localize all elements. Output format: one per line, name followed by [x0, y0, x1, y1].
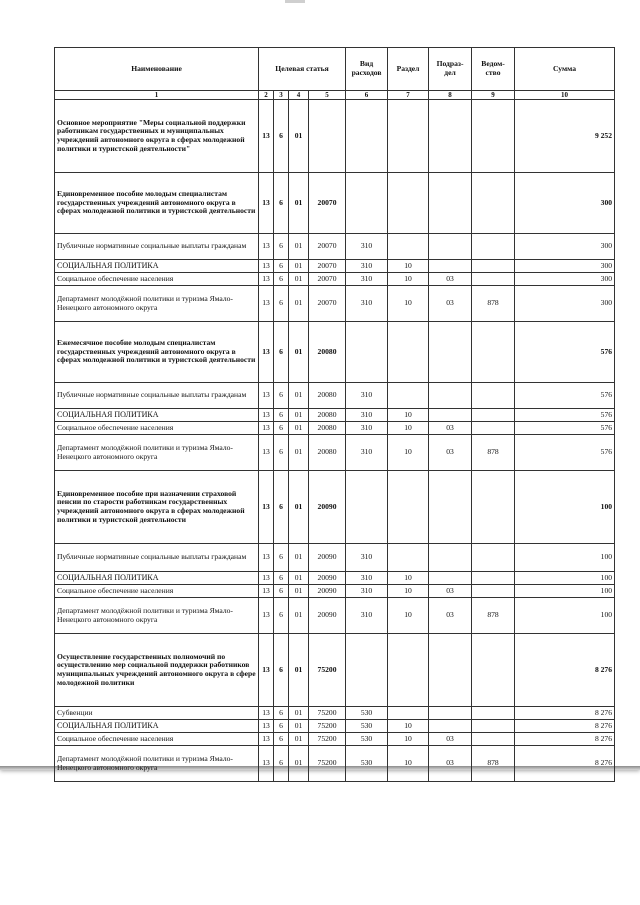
department-code — [472, 234, 515, 260]
row-name: Публичные нормативные социальные выплаты гражданам — [55, 383, 259, 409]
section-code: 10 — [388, 572, 429, 585]
row-name: Единовременное пособие при назначении страховой пенсии по старости работникам государственных учреждений автономного округа в сферах молодежной политики и туристской деятельности — [55, 471, 259, 544]
target-part-2: 6 — [274, 585, 289, 598]
department-code — [472, 572, 515, 585]
table-row — [55, 383, 615, 409]
expense-type: 310 — [346, 544, 388, 572]
target-part-2: 6 — [274, 260, 289, 273]
target-part-3: 01 — [289, 572, 309, 585]
col-number: 1 — [55, 91, 259, 100]
target-part-1: 13 — [259, 585, 274, 598]
header-subsection: Подраз-дел — [429, 48, 472, 91]
department-code — [472, 173, 515, 234]
subsection-code — [429, 544, 472, 572]
target-part-3: 01 — [289, 260, 309, 273]
header-sum: Сумма — [515, 48, 615, 91]
section-code — [388, 707, 429, 720]
subsection-code — [429, 383, 472, 409]
subsection-code — [429, 409, 472, 422]
amount: 576 — [515, 435, 615, 471]
expense-type: 530 — [346, 720, 388, 733]
target-part-3: 01 — [289, 471, 309, 544]
target-part-4: 20080 — [309, 383, 346, 409]
target-part-1: 13 — [259, 634, 274, 707]
target-part-4: 20090 — [309, 585, 346, 598]
target-part-2: 6 — [274, 100, 289, 173]
department-code — [472, 707, 515, 720]
table-row — [55, 234, 615, 260]
amount: 100 — [515, 598, 615, 634]
row-name: Социальное обеспечение населения — [55, 273, 259, 286]
amount: 576 — [515, 383, 615, 409]
expense-type — [346, 471, 388, 544]
col-number: 8 — [429, 91, 472, 100]
table-row — [55, 707, 615, 720]
expense-type: 310 — [346, 286, 388, 322]
budget-table — [54, 47, 615, 782]
target-part-3: 01 — [289, 383, 309, 409]
department-code — [472, 733, 515, 746]
amount: 300 — [515, 173, 615, 234]
target-part-2: 6 — [274, 409, 289, 422]
section-code — [388, 234, 429, 260]
amount: 576 — [515, 322, 615, 383]
amount: 300 — [515, 234, 615, 260]
target-part-3: 01 — [289, 234, 309, 260]
target-part-1: 13 — [259, 173, 274, 234]
subsection-code — [429, 173, 472, 234]
target-part-1: 13 — [259, 471, 274, 544]
section-code — [388, 100, 429, 173]
target-part-4: 75200 — [309, 707, 346, 720]
target-part-3: 01 — [289, 733, 309, 746]
target-part-2: 6 — [274, 173, 289, 234]
target-part-2: 6 — [274, 435, 289, 471]
table-row — [55, 435, 615, 471]
target-part-4: 20090 — [309, 471, 346, 544]
target-part-3: 01 — [289, 544, 309, 572]
target-part-3: 01 — [289, 273, 309, 286]
table-row — [55, 409, 615, 422]
subsection-code: 03 — [429, 435, 472, 471]
expense-type: 310 — [346, 383, 388, 409]
subsection-code — [429, 634, 472, 707]
target-part-2: 6 — [274, 634, 289, 707]
expense-type: 310 — [346, 409, 388, 422]
target-part-3: 01 — [289, 720, 309, 733]
target-part-3: 01 — [289, 634, 309, 707]
section-code: 10 — [388, 435, 429, 471]
target-part-4: 20070 — [309, 286, 346, 322]
amount: 300 — [515, 260, 615, 273]
subsection-code — [429, 572, 472, 585]
table-row — [55, 544, 615, 572]
row-name: Департамент молодёжной политики и туризма Ямало-Ненецкого автономного округа — [55, 746, 259, 782]
row-name: СОЦИАЛЬНАЯ ПОЛИТИКА — [55, 720, 259, 733]
table-row — [55, 585, 615, 598]
target-part-4: 20070 — [309, 273, 346, 286]
section-code — [388, 322, 429, 383]
target-part-3: 01 — [289, 435, 309, 471]
table-row — [55, 720, 615, 733]
header-row — [55, 48, 615, 91]
row-name: Департамент молодёжной политики и туризма Ямало-Ненецкого автономного округа — [55, 598, 259, 634]
target-part-4: 20080 — [309, 422, 346, 435]
department-code — [472, 260, 515, 273]
col-number: 9 — [472, 91, 515, 100]
target-part-3: 01 — [289, 746, 309, 782]
department-code — [472, 322, 515, 383]
target-part-4: 75200 — [309, 733, 346, 746]
section-code: 10 — [388, 409, 429, 422]
row-name: Социальное обеспечение населения — [55, 585, 259, 598]
target-part-4: 20070 — [309, 234, 346, 260]
target-part-3: 01 — [289, 707, 309, 720]
department-code: 878 — [472, 286, 515, 322]
target-part-4: 75200 — [309, 720, 346, 733]
section-code — [388, 634, 429, 707]
subsection-code — [429, 322, 472, 383]
row-name: Осуществление государственных полномочий по осуществлению мер социальной поддержки работников муниципальных учреждений автономного округа в сфере молодежной политики — [55, 634, 259, 707]
expense-type — [346, 634, 388, 707]
target-part-2: 6 — [274, 598, 289, 634]
target-part-1: 13 — [259, 598, 274, 634]
table-row — [55, 273, 615, 286]
department-code — [472, 273, 515, 286]
amount: 100 — [515, 585, 615, 598]
target-part-2: 6 — [274, 720, 289, 733]
table-row — [55, 471, 615, 544]
row-name: Департамент молодёжной политики и туризма Ямало-Ненецкого автономного округа — [55, 286, 259, 322]
target-part-3: 01 — [289, 322, 309, 383]
target-part-2: 6 — [274, 383, 289, 409]
expense-type — [346, 322, 388, 383]
section-code — [388, 173, 429, 234]
target-part-1: 13 — [259, 720, 274, 733]
section-code: 10 — [388, 286, 429, 322]
target-part-1: 13 — [259, 409, 274, 422]
subsection-code — [429, 260, 472, 273]
row-name: Публичные нормативные социальные выплаты гражданам — [55, 234, 259, 260]
target-part-2: 6 — [274, 544, 289, 572]
expense-type: 310 — [346, 273, 388, 286]
section-code: 10 — [388, 746, 429, 782]
target-part-4: 20080 — [309, 409, 346, 422]
amount: 300 — [515, 286, 615, 322]
target-part-4 — [309, 100, 346, 173]
target-part-3: 01 — [289, 173, 309, 234]
table-row — [55, 100, 615, 173]
row-name: Ежемесячное пособие молодым специалистам государственных учреждений автономного округа в сферах молодежной политики и туристской деятельности — [55, 322, 259, 383]
section-code — [388, 383, 429, 409]
department-code — [472, 422, 515, 435]
target-part-1: 13 — [259, 435, 274, 471]
amount: 100 — [515, 544, 615, 572]
table-row — [55, 733, 615, 746]
department-code: 878 — [472, 746, 515, 782]
col-number: 7 — [388, 91, 429, 100]
table-row — [55, 598, 615, 634]
amount: 100 — [515, 471, 615, 544]
target-part-2: 6 — [274, 273, 289, 286]
subsection-code: 03 — [429, 585, 472, 598]
target-part-3: 01 — [289, 422, 309, 435]
department-code: 878 — [472, 435, 515, 471]
row-name: Публичные нормативные социальные выплаты гражданам — [55, 544, 259, 572]
expense-type — [346, 173, 388, 234]
target-part-4: 20080 — [309, 435, 346, 471]
target-part-4: 75200 — [309, 746, 346, 782]
department-code — [472, 720, 515, 733]
department-code — [472, 544, 515, 572]
column-number-row — [55, 91, 615, 100]
target-part-1: 13 — [259, 572, 274, 585]
target-part-1: 13 — [259, 707, 274, 720]
target-part-3: 01 — [289, 409, 309, 422]
target-part-1: 13 — [259, 422, 274, 435]
subsection-code — [429, 234, 472, 260]
department-code — [472, 100, 515, 173]
subsection-code: 03 — [429, 598, 472, 634]
amount: 8 276 — [515, 707, 615, 720]
target-part-2: 6 — [274, 733, 289, 746]
row-name: СОЦИАЛЬНАЯ ПОЛИТИКА — [55, 572, 259, 585]
col-number: 3 — [274, 91, 289, 100]
subsection-code — [429, 471, 472, 544]
section-code: 10 — [388, 585, 429, 598]
target-part-1: 13 — [259, 733, 274, 746]
department-code — [472, 471, 515, 544]
expense-type: 310 — [346, 585, 388, 598]
table-row — [55, 260, 615, 273]
amount: 9 252 — [515, 100, 615, 173]
col-number: 5 — [309, 91, 346, 100]
section-code: 10 — [388, 422, 429, 435]
expense-type: 310 — [346, 260, 388, 273]
table-row — [55, 286, 615, 322]
row-name: Департамент молодёжной политики и туризма Ямало-Ненецкого автономного округа — [55, 435, 259, 471]
expense-type: 310 — [346, 572, 388, 585]
expense-type: 310 — [346, 598, 388, 634]
expense-type: 530 — [346, 746, 388, 782]
target-part-1: 13 — [259, 260, 274, 273]
section-code: 10 — [388, 733, 429, 746]
section-code: 10 — [388, 598, 429, 634]
section-code: 10 — [388, 273, 429, 286]
target-part-3: 01 — [289, 598, 309, 634]
target-part-2: 6 — [274, 234, 289, 260]
scan-top-mark — [285, 0, 305, 3]
target-part-1: 13 — [259, 234, 274, 260]
expense-type: 310 — [346, 435, 388, 471]
target-part-4: 20070 — [309, 173, 346, 234]
section-code — [388, 544, 429, 572]
table-row — [55, 422, 615, 435]
department-code: 878 — [472, 598, 515, 634]
amount: 576 — [515, 409, 615, 422]
section-code: 10 — [388, 720, 429, 733]
department-code — [472, 585, 515, 598]
target-part-1: 13 — [259, 383, 274, 409]
amount: 8 276 — [515, 733, 615, 746]
amount: 8 276 — [515, 746, 615, 782]
target-part-2: 6 — [274, 422, 289, 435]
target-part-3: 01 — [289, 100, 309, 173]
subsection-code: 03 — [429, 273, 472, 286]
row-name: Социальное обеспечение населения — [55, 422, 259, 435]
amount: 8 276 — [515, 634, 615, 707]
target-part-3: 01 — [289, 286, 309, 322]
target-part-2: 6 — [274, 707, 289, 720]
row-name: СОЦИАЛЬНАЯ ПОЛИТИКА — [55, 409, 259, 422]
row-name: Субвенции — [55, 707, 259, 720]
expense-type — [346, 100, 388, 173]
row-name: СОЦИАЛЬНАЯ ПОЛИТИКА — [55, 260, 259, 273]
expense-type: 530 — [346, 733, 388, 746]
header-target: Целевая статья — [259, 48, 346, 91]
col-number: 4 — [289, 91, 309, 100]
expense-type: 310 — [346, 422, 388, 435]
target-part-4: 20090 — [309, 544, 346, 572]
target-part-2: 6 — [274, 746, 289, 782]
header-name: Наименование — [55, 48, 259, 91]
target-part-1: 13 — [259, 100, 274, 173]
col-number: 2 — [259, 91, 274, 100]
table-body — [55, 100, 615, 782]
row-name: Социальное обеспечение населения — [55, 733, 259, 746]
target-part-1: 13 — [259, 746, 274, 782]
table-row — [55, 173, 615, 234]
subsection-code: 03 — [429, 422, 472, 435]
subsection-code — [429, 720, 472, 733]
subsection-code — [429, 707, 472, 720]
header-section: Раздел — [388, 48, 429, 91]
expense-type: 310 — [346, 234, 388, 260]
amount: 100 — [515, 572, 615, 585]
target-part-1: 13 — [259, 286, 274, 322]
target-part-4: 20090 — [309, 598, 346, 634]
amount: 576 — [515, 422, 615, 435]
table-row — [55, 572, 615, 585]
target-part-4: 20090 — [309, 572, 346, 585]
amount: 8 276 — [515, 720, 615, 733]
header-dept: Ведом-ство — [472, 48, 515, 91]
target-part-2: 6 — [274, 322, 289, 383]
header-exp-type: Вид расходов — [346, 48, 388, 91]
subsection-code: 03 — [429, 733, 472, 746]
section-code — [388, 471, 429, 544]
col-number: 10 — [515, 91, 615, 100]
target-part-3: 01 — [289, 585, 309, 598]
subsection-code: 03 — [429, 746, 472, 782]
target-part-1: 13 — [259, 322, 274, 383]
department-code — [472, 634, 515, 707]
target-part-4: 20080 — [309, 322, 346, 383]
target-part-2: 6 — [274, 286, 289, 322]
table-row — [55, 634, 615, 707]
table-row — [55, 322, 615, 383]
row-name: Единовременное пособие молодым специалистам государственных учреждений автономного округа в сферах молодежной политики и туристской деятельности — [55, 173, 259, 234]
section-code: 10 — [388, 260, 429, 273]
expense-type: 530 — [346, 707, 388, 720]
department-code — [472, 409, 515, 422]
subsection-code: 03 — [429, 286, 472, 322]
target-part-2: 6 — [274, 572, 289, 585]
department-code — [472, 383, 515, 409]
amount: 300 — [515, 273, 615, 286]
col-number: 6 — [346, 91, 388, 100]
target-part-1: 13 — [259, 273, 274, 286]
target-part-4: 20070 — [309, 260, 346, 273]
table-row — [55, 746, 615, 782]
row-name: Основное мероприятие "Меры социальной поддержки работникам государственных и муниципальных учреждений автономного округа в сферах молодежной политики и туристской деятельности" — [55, 100, 259, 173]
subsection-code — [429, 100, 472, 173]
target-part-2: 6 — [274, 471, 289, 544]
target-part-4: 75200 — [309, 634, 346, 707]
target-part-1: 13 — [259, 544, 274, 572]
